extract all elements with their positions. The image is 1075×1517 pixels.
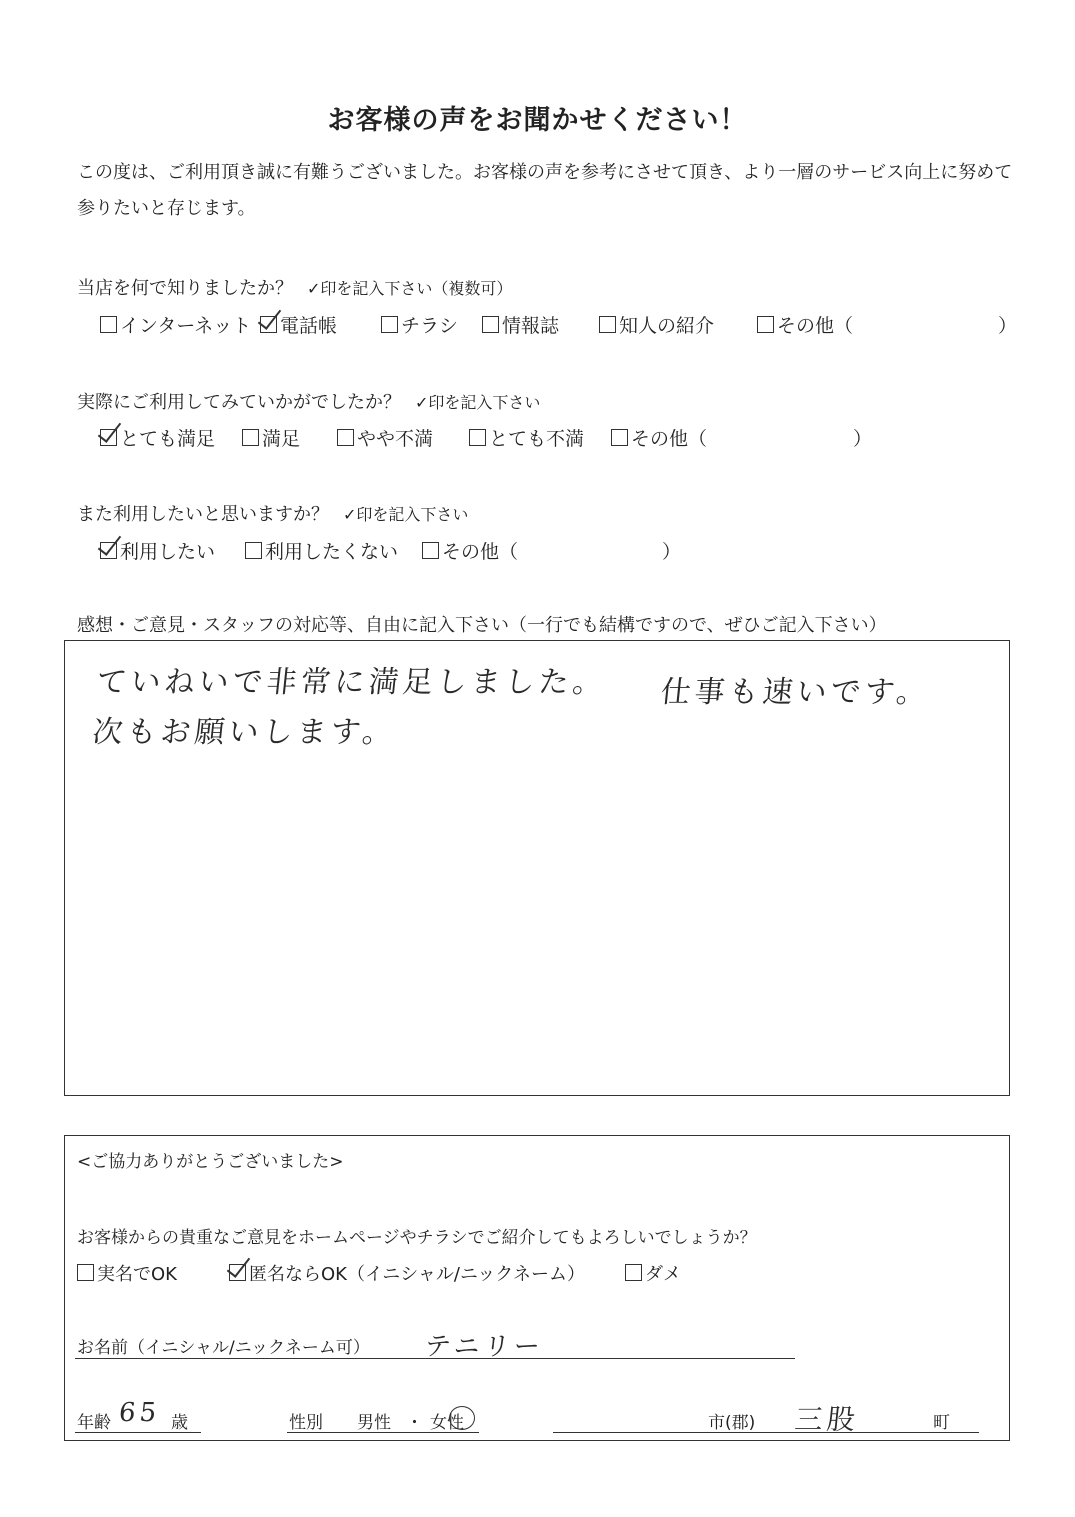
q2-other-close: ） [853, 428, 873, 450]
question-3-label: また利用したいと思いますか？ [77, 504, 329, 525]
checkbox[interactable] [100, 316, 117, 333]
age-value: 65 [117, 1398, 162, 1428]
question-2 [77, 388, 540, 414]
q2-option-very-satisfied[interactable] [100, 424, 215, 451]
q2-option-satisfied[interactable] [242, 424, 300, 451]
q2-option-label: 満足 [262, 428, 301, 450]
consent-option-real-name[interactable] [77, 1260, 177, 1286]
checkbox[interactable] [77, 1264, 94, 1281]
town-label: 町 [933, 1413, 950, 1433]
name-label: お名前（イニシャル/ニックネーム可） [77, 1338, 370, 1358]
name-value: テニリー [423, 1332, 546, 1362]
q1-option-label: チラシ [401, 315, 459, 337]
q1-option-other[interactable] [757, 311, 853, 338]
checkbox[interactable] [337, 429, 354, 446]
checkbox[interactable] [757, 316, 774, 333]
checkbox-checked[interactable] [229, 1264, 246, 1281]
checkbox[interactable] [422, 542, 439, 559]
q3-option-other[interactable] [422, 537, 518, 564]
city-label: 市(郡) [708, 1413, 756, 1433]
question-1-hint: ✓印を記入下さい（複数可） [307, 279, 513, 298]
comment-line-2: 次もお願いします。 [90, 715, 399, 750]
checkbox[interactable] [482, 316, 499, 333]
consent-option-anonymous[interactable] [229, 1260, 585, 1286]
gender-male[interactable]: 男性 [357, 1413, 391, 1433]
consent-option-label: 実名でOK [97, 1264, 177, 1285]
q2-option-label: やや不満 [357, 428, 434, 450]
consent-option-label: 匿名ならOK（イニシャル/ニックネーム） [249, 1264, 586, 1285]
comment-line-1b: 仕事も速いです。 [658, 675, 933, 710]
q1-option-label: その他（ [777, 315, 854, 337]
age-unit: 歳 [171, 1413, 188, 1433]
q3-option-label: その他（ [442, 541, 519, 563]
selection-circle-icon [449, 1406, 475, 1430]
q1-option-referral[interactable] [599, 311, 714, 338]
q2-option-very-dissatisfied[interactable] [469, 424, 584, 451]
q2-option-label: とても満足 [120, 428, 216, 450]
q2-option-other[interactable] [611, 424, 707, 451]
q1-option-label: 電話帳 [280, 315, 338, 337]
q2-option-label: とても不満 [489, 428, 585, 450]
question-1-label: 当店を何で知りましたか？ [77, 278, 293, 299]
question-2-hint: ✓印を記入下さい [415, 393, 541, 412]
checkbox[interactable] [245, 542, 262, 559]
consent-option-no[interactable] [625, 1260, 681, 1286]
comments-label: 感想・ご意見・スタッフの対応等、自由に記入下さい（一行でも結構ですので、ぜひご記入下さい） [77, 615, 887, 636]
q3-option-yes[interactable] [100, 537, 215, 564]
q1-option-flyer[interactable] [381, 311, 458, 338]
checkbox[interactable] [599, 316, 616, 333]
age-label: 年齢 [77, 1413, 111, 1433]
address-underline [553, 1432, 979, 1433]
checkbox[interactable] [625, 1264, 642, 1281]
q1-option-label: 情報誌 [502, 315, 560, 337]
q1-other-close: ） [998, 315, 1018, 337]
checkbox-checked[interactable] [260, 316, 277, 333]
consent-section [64, 1135, 1010, 1441]
checkbox[interactable] [242, 429, 259, 446]
gender-separator: ・ [406, 1413, 423, 1433]
age-underline [75, 1432, 201, 1433]
q3-option-label: 利用したくない [265, 541, 399, 563]
question-3-hint: ✓印を記入下さい [343, 505, 469, 524]
checkbox[interactable] [381, 316, 398, 333]
checkbox[interactable] [469, 429, 486, 446]
q2-option-somewhat-dissatisfied[interactable] [337, 424, 433, 451]
comment-line-1: ていねいで非常に満足しました。 [94, 665, 609, 700]
q1-option-phonebook[interactable] [260, 311, 337, 338]
question-3 [77, 500, 468, 526]
q3-other-close: ） [662, 541, 682, 563]
question-2-label: 実際にご利用してみていかがでしたか？ [77, 392, 401, 413]
thanks-heading: <ご協力ありがとうございました> [77, 1152, 344, 1172]
page-title: お客様の声をお聞かせください！ [327, 105, 748, 136]
checkbox[interactable] [611, 429, 628, 446]
q1-option-label: インターネット [120, 315, 252, 337]
city-value: 三股 [793, 1403, 861, 1436]
comments-textarea[interactable] [64, 640, 1010, 1096]
gender-label: 性別 [289, 1413, 323, 1433]
q1-option-internet[interactable] [100, 311, 251, 338]
q1-option-magazine[interactable] [482, 311, 559, 338]
q2-option-label: その他（ [631, 428, 708, 450]
gender-underline [287, 1432, 479, 1433]
question-1 [77, 274, 512, 300]
q1-option-label: 知人の紹介 [619, 315, 715, 337]
consent-option-label: ダメ [645, 1264, 681, 1285]
gender-female[interactable]: 女性 [430, 1413, 464, 1433]
name-underline [75, 1358, 795, 1359]
checkbox-checked[interactable] [100, 429, 117, 446]
intro-text: この度は、ご利用頂き誠に有難うございました。お客様の声を参考にさせて頂き、より一層のサービス向上に努めて参りたいと存じます。 [77, 162, 1013, 219]
consent-question: お客様からの貴重なご意見をホームページやチラシでご紹介してもよろしいでしょうか？ [77, 1228, 757, 1248]
q3-option-label: 利用したい [120, 541, 216, 563]
checkbox-checked[interactable] [100, 542, 117, 559]
q3-option-no[interactable] [245, 537, 398, 564]
